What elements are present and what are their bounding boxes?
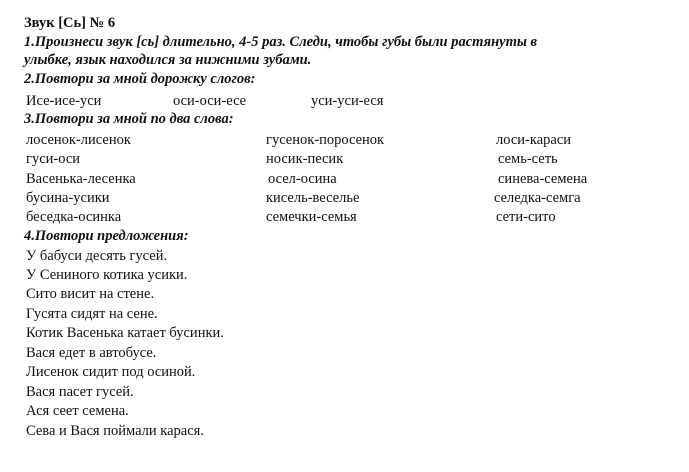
word-pair-r3-c3: синева-семена (498, 171, 588, 187)
word-pair-r5-c1: беседка-осинка (26, 209, 122, 225)
instruction-4-heading: 4.Повтори предложения: (24, 228, 189, 244)
word-pair-r4-c2: кисель-веселье (266, 190, 360, 206)
word-pair-r3-c1: Васенька-лесенка (26, 171, 136, 187)
sentence-2: У Сениного котика усики. (26, 267, 188, 283)
instruction-1-line-2: улыбке, язык находился за нижними зубами. (24, 52, 312, 68)
word-pair-r2-c2: носик-песик (266, 151, 344, 167)
word-pair-r3-c2: осел-осина (268, 171, 337, 187)
syllable-item-2: оси-оси-есе (173, 93, 247, 109)
word-pair-r1-c1: лосенок-лисенок (26, 132, 131, 148)
sentence-6: Вася едет в автобусе. (26, 345, 157, 361)
sentence-5: Котик Васенька катает бусинки. (26, 325, 224, 341)
word-pair-r1-c2: гусенок-поросенок (266, 132, 385, 148)
instruction-2-heading: 2.Повтори за мной дорожку слогов: (24, 71, 256, 87)
syllable-item-1: Исе-исе-уси (26, 93, 102, 109)
instruction-1-line-1: 1.Произнеси звук [сь] длительно, 4-5 раз. Следи, чтобы губы были растянуты в (24, 34, 538, 50)
sentence-10: Сева и Вася поймали карася. (26, 423, 204, 439)
page-title: Звук [Сь] № 6 (24, 15, 116, 31)
sentence-8: Вася пасет гусей. (26, 384, 134, 400)
word-pair-r4-c3: селедка-семга (494, 190, 581, 206)
syllable-item-3: уси-уси-еся (311, 93, 384, 109)
sentence-3: Сито висит на стене. (26, 286, 155, 302)
sentence-4: Гусята сидят на сене. (26, 306, 158, 322)
word-pair-r2-c1: гуси-оси (26, 151, 81, 167)
word-pair-r4-c1: бусина-усики (26, 190, 110, 206)
sentence-9: Ася сеет семена. (26, 403, 129, 419)
instruction-3-heading: 3.Повтори за мной по два слова: (24, 111, 234, 127)
word-pair-r5-c2: семечки-семья (266, 209, 357, 225)
word-pair-r5-c3: сети-сито (496, 209, 556, 225)
word-pair-r2-c3: семь-сеть (498, 151, 558, 167)
word-pair-r1-c3: лоси-караси (496, 132, 572, 148)
sentence-1: У бабуси десять гусей. (26, 248, 168, 264)
sentence-7: Лисенок сидит под осиной. (26, 364, 196, 380)
